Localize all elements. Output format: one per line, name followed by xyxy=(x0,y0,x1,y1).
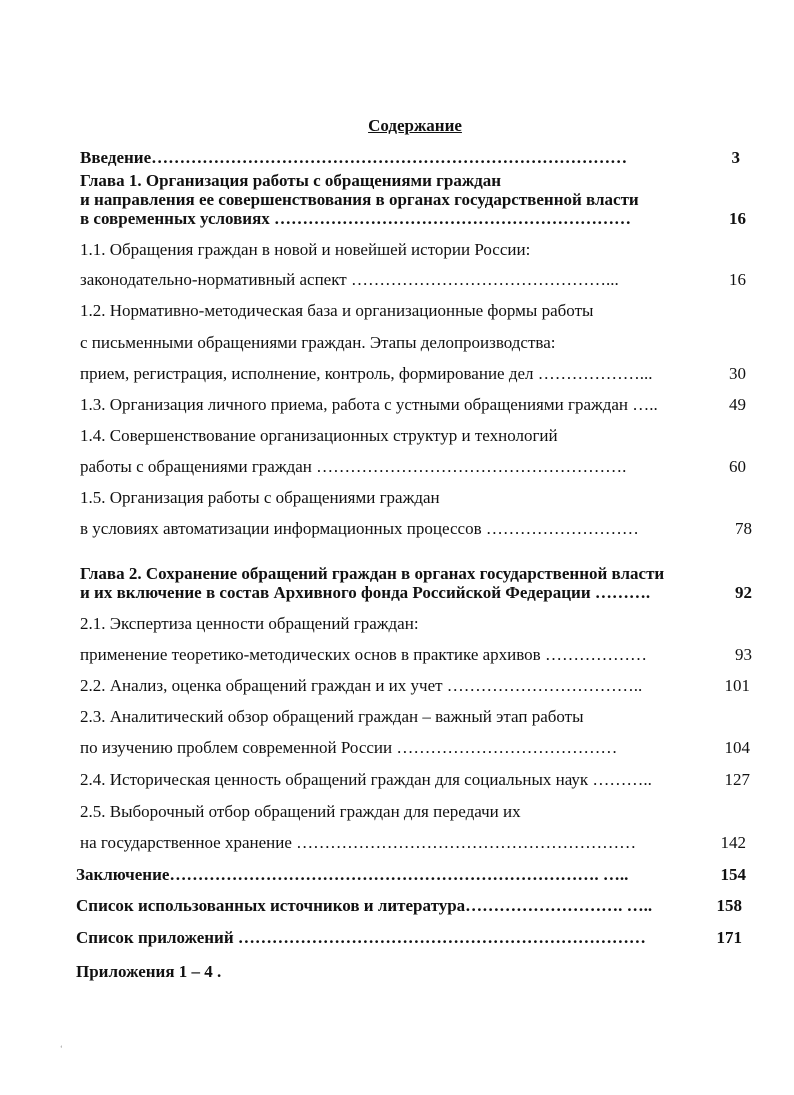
toc-chapter1-line3: в современных условиях ……………………………………………………… xyxy=(80,209,632,228)
toc-section-2-3-line2: по изучению проблем современной России ………………………………… xyxy=(80,738,618,757)
toc-page-2-3: 104 xyxy=(724,738,750,757)
toc-title: Содержание xyxy=(368,116,462,135)
toc-section-1-1-line2: законодательно-нормативный аспект ………………………………………... xyxy=(80,270,619,289)
toc-section-1-3-line1: 1.3. Организация личного приема, работа с устными обращениями граждан ….. xyxy=(80,395,658,414)
toc-section-2-4-line1: 2.4. Историческая ценность обращений граждан для социальных наук ……….. xyxy=(80,770,652,789)
toc-section-2-1-line1: 2.1. Экспертиза ценности обращений граждан: xyxy=(80,614,419,633)
toc-section-1-1-line1: 1.1. Обращения граждан в новой и новейшей истории России: xyxy=(80,240,531,259)
toc-page-intro: 3 xyxy=(731,148,740,167)
toc-page-chapter1: 16 xyxy=(729,209,746,228)
toc-page-sources: 158 xyxy=(716,896,742,915)
toc-section-2-3-line1: 2.3. Аналитический обзор обращений граждан – важный этап работы xyxy=(80,707,584,726)
toc-page-2-1: 93 xyxy=(735,645,752,664)
toc-page-chapter2: 92 xyxy=(735,583,752,602)
toc-chapter1-line1: Глава 1. Организация работы с обращениями граждан xyxy=(80,171,502,190)
toc-section-2-1-line2: применение теоретико-методических основ в практике архивов ……………… xyxy=(80,645,647,664)
toc-chapter2-line2: и их включение в состав Архивного фонда Российской Федерации ………. xyxy=(80,583,651,602)
toc-page-1-2: 30 xyxy=(729,364,746,383)
toc-page-appendix-list: 171 xyxy=(716,928,742,947)
toc-entry-intro: Введение………………………………………………………………………… xyxy=(80,148,628,167)
toc-chapter1-line2: и направления ее совершенствования в органах государственной власти xyxy=(80,190,639,209)
toc-section-1-2-line2: с письменными обращениями граждан. Этапы делопроизводства: xyxy=(80,333,556,352)
toc-section-2-2-line1: 2.2. Анализ, оценка обращений граждан и их учет …………………………….. xyxy=(80,676,643,695)
toc-page-conclusion: 154 xyxy=(720,865,746,884)
toc-entry-sources: Список использованных источников и литература………………………. ….. xyxy=(76,896,653,915)
toc-page-1-5: 78 xyxy=(735,519,752,538)
toc-section-1-2-line3: прием, регистрация, исполнение, контроль, формирование дел ………………... xyxy=(80,364,653,383)
toc-section-1-5-line2: в условиях автоматизации информационных процессов ……………………… xyxy=(80,519,639,538)
toc-chapter2-line1: Глава 2. Сохранение обращений граждан в органах государственной власти xyxy=(80,564,665,583)
toc-section-1-2-line1: 1.2. Нормативно-методическая база и организационные формы работы xyxy=(80,301,594,320)
toc-entry-appendices: Приложения 1 – 4 . xyxy=(76,962,222,981)
toc-page-1-4: 60 xyxy=(729,457,746,476)
toc-page-2-4: 127 xyxy=(724,770,750,789)
toc-section-1-4-line2: работы с обращениями граждан ………………………………………………. xyxy=(80,457,627,476)
toc-section-1-4-line1: 1.4. Совершенствование организационных структур и технологий xyxy=(80,426,558,445)
toc-page-1-1: 16 xyxy=(729,270,746,289)
toc-entry-conclusion: Заключение…………………………………………………………………. ….. xyxy=(76,865,629,884)
toc-section-1-5-line1: 1.5. Организация работы с обращениями граждан xyxy=(80,488,440,507)
toc-page-2-2: 101 xyxy=(724,676,750,695)
scan-speck: ‘ xyxy=(60,1044,63,1053)
toc-page-2-5: 142 xyxy=(720,833,746,852)
toc-section-2-5-line2: на государственное хранение …………………………………………………… xyxy=(80,833,637,852)
toc-page-1-3: 49 xyxy=(729,395,746,414)
toc-section-2-5-line1: 2.5. Выборочный отбор обращений граждан для передачи их xyxy=(80,802,521,821)
toc-entry-appendix-list: Список приложений ……………………………………………………………… xyxy=(76,928,646,947)
